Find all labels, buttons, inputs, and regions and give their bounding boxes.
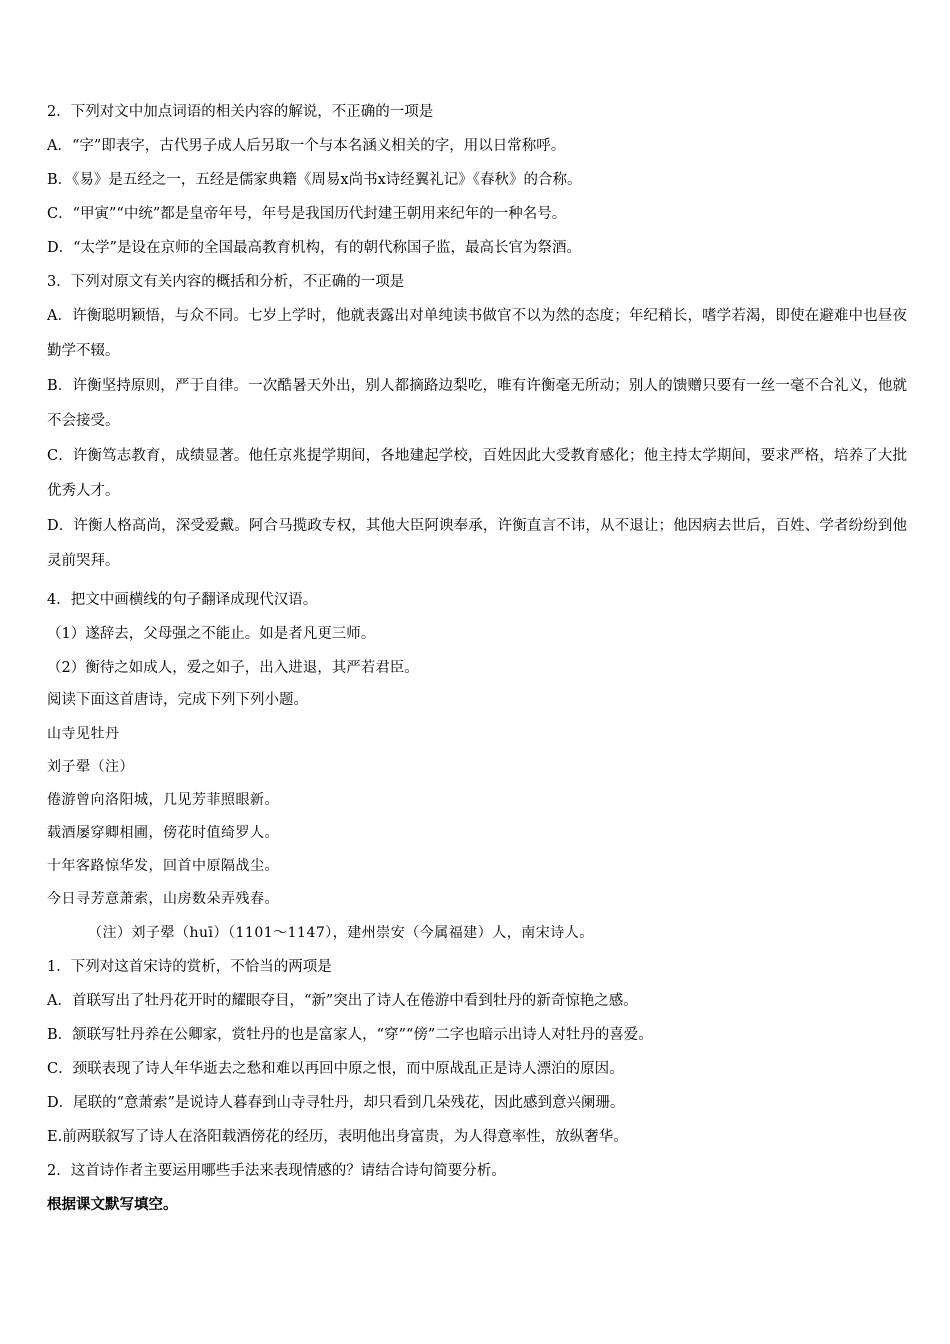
poem-line: 倦游曾向洛阳城，几见芳菲照眼新。 [47,792,279,808]
q3-option-a: A．许衡聪明颖悟，与众不同。七岁上学时，他就表露出对单纯读书做官不以为然的态度；年纪稍长，嗜学若渴，即使在避难中也昼夜勤学不辍。 [47,308,907,359]
poem-line: 今日寻芳意萧索，山房数朵弄残春。 [47,891,279,907]
q3-option-d: D．许衡人格高尚，深受爱戴。阿合马揽政专权，其他大臣阿谀奉承，许衡直言不讳，从不退让；他因病去世后，百姓、学者纷纷到他灵前哭拜。 [47,518,907,569]
p2-q1-option-a: A．首联写出了牡丹花开时的耀眼夺目，“新”突出了诗人在倦游中看到牡丹的新奇惊艳之感。 [47,993,638,1009]
p2-q1-stem: 1．下列对这首宋诗的赏析，不恰当的两项是 [47,959,332,975]
q3-stem: 3．下列对原文有关内容的概括和分析，不正确的一项是 [47,274,405,290]
q2-option-a: A．“字”即表字，古代男子成人后另取一个与本名涵义相关的字，用以日常称呼。 [47,138,566,154]
q4-stem: 4．把文中画横线的句子翻译成现代汉语。 [47,592,318,608]
q3-option-b: B．许衡坚持原则，严于自律。一次酷暑天外出，别人都摘路边梨吃，唯有许衡毫无所动；别人的馈赠只要有一丝一毫不合礼义，他就不会接受。 [47,378,907,429]
poem-line: 载酒屡穿卿相圃，傍花时值绮罗人。 [47,825,279,841]
poem-intro: 阅读下面这首唐诗，完成下列下列小题。 [47,692,308,708]
poem-line: 十年客路惊华发，回首中原隔战尘。 [47,858,279,874]
p2-q2-stem: 2．这首诗作者主要运用哪些手法来表现情感的？请结合诗句简要分析。 [47,1163,506,1179]
p2-q1-option-e: E.前两联叙写了诗人在洛阳载酒傍花的经历，表明他出身富贵，为人得意率性，放纵奢华。 [47,1129,628,1145]
section-heading: 根据课文默写填空。 [47,1196,178,1213]
q2-stem: 2．下列对文中加点词语的相关内容的解说，不正确的一项是 [47,104,434,120]
q2-option-d: D．“太学”是设在京师的全国最高教育机构，有的朝代称国子监，最高长官为祭酒。 [47,240,581,256]
p2-q1-option-c: C．颈联表现了诗人年华逝去之愁和难以再回中原之恨，而中原战乱正是诗人漂泊的原因。 [47,1061,624,1077]
q2-option-c: C．“甲寅”“中统”都是皇帝年号，年号是我国历代封建王朝用来纪年的一种名号。 [47,206,567,222]
poem-title: 山寺见牡丹 [47,726,120,742]
p2-q1-option-d: D．尾联的“意萧索”是说诗人暮春到山寺寻牡丹，却只看到几朵残花，因此感到意兴阑珊。 [47,1095,625,1111]
q3-option-c: C．许衡笃志教育，成绩显著。他任京兆提学期间，各地建起学校，百姓因此大受教育感化；他主持太学期间，要求严格，培养了大批优秀人才。 [47,448,907,499]
q4-sentence-2: （2）衡待之如成人，爱之如子，出入进退，其严若君臣。 [47,660,419,676]
q2-option-b: B．《易》是五经之一，五经是儒家典籍《周易ⅹ尚书ⅹ诗经翼礼记》《春秋》的合称。 [47,172,582,188]
poem-author: 刘子翚（注） [47,759,134,775]
q4-sentence-1: （1）遂辞去，父母强之不能止。如是者凡更三师。 [47,626,376,642]
poem-note: （注）刘子翚（huī）（1101～1147），建州崇安（今属福建）人，南宋诗人。 [88,925,594,941]
p2-q1-option-b: B．颔联写牡丹养在公卿家，赏牡丹的也是富家人，“穿”“傍”二字也暗示出诗人对牡丹的喜爱。 [47,1027,653,1043]
